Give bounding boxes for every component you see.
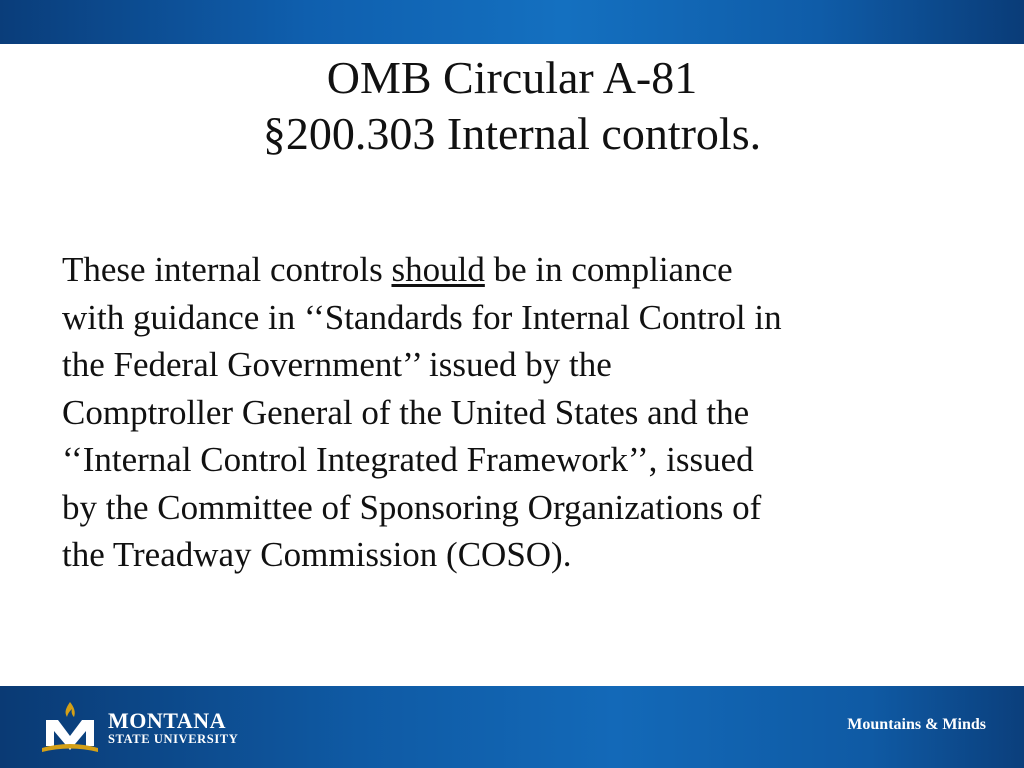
body-line-4: Comptroller General of the United States and the [62, 392, 750, 432]
top-header-band [0, 0, 1024, 44]
body-line-1-start: These internal controls [62, 250, 392, 289]
emphasis-should: should [391, 250, 485, 289]
logo-wordmark-state-university: STATE UNIVERSITY [108, 732, 239, 746]
title-line-2: §200.303 Internal controls. [262, 108, 762, 159]
body-line-7: the Treadway Commission (COSO). [62, 535, 572, 574]
body-line-6: by the Committee of Sponsoring Organizations of [62, 487, 762, 527]
msu-logo [38, 700, 258, 756]
body-line-5: ‘‘Internal Control Integrated Framework’’, issued [62, 440, 754, 479]
body-line-1 [62, 246, 982, 294]
footer-tagline: Mountains & Minds [847, 716, 986, 733]
body-line-1-end: be in compliance [484, 250, 733, 289]
msu-m-mountain-logo-icon [38, 700, 102, 756]
slide-title [0, 50, 1024, 162]
title-line-1: OMB Circular A-81 [326, 52, 698, 103]
body-line-3: the Federal Government’’ issued by the [62, 345, 612, 384]
slide-body [62, 246, 982, 579]
body-line-2: with guidance in ‘‘Standards for Internal Control in [62, 297, 782, 337]
logo-wordmark-montana: MONTANA [108, 708, 226, 733]
